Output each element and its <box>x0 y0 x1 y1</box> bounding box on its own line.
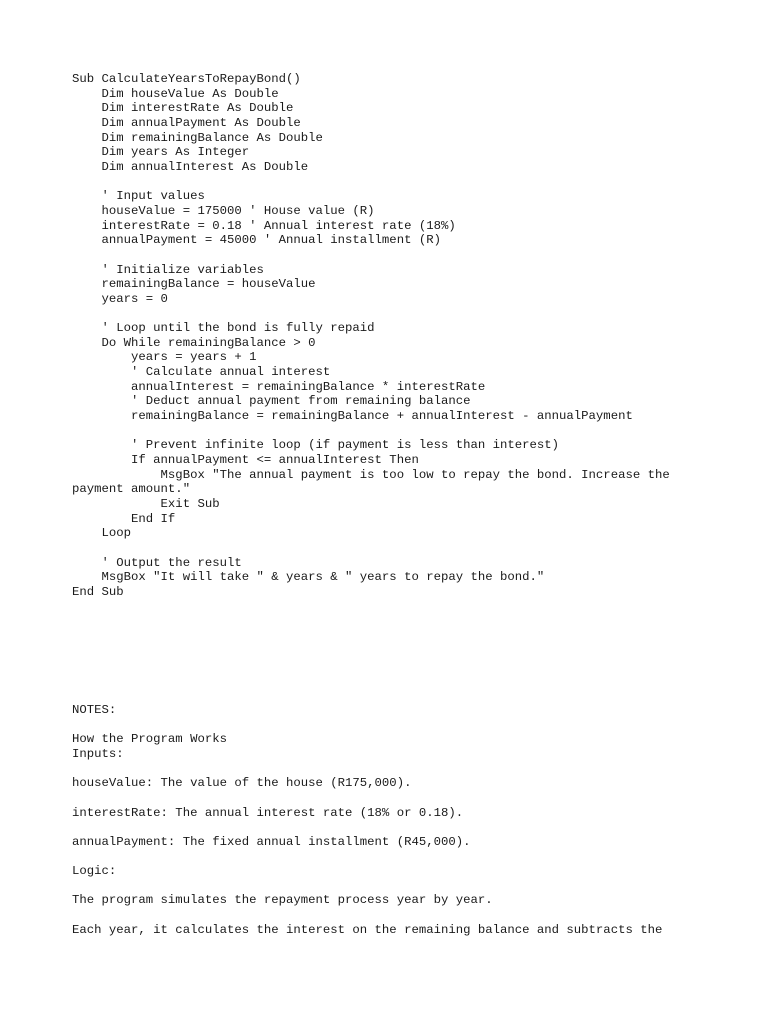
notes-line <box>72 820 700 835</box>
code-line: ' Loop until the bond is fully repaid <box>72 321 375 336</box>
code-line: Dim remainingBalance As Double <box>72 130 323 145</box>
code-line: Dim annualPayment As Double <box>72 115 301 130</box>
notes-line <box>72 762 700 777</box>
code-line: MsgBox "It will take " & years & " years to repay the bond." <box>72 570 545 585</box>
code-line: Sub CalculateYearsToRepayBond() <box>72 72 301 86</box>
code-line: ' Input values <box>72 189 205 204</box>
code-line: remainingBalance = remainingBalance + annualInterest - annualPayment <box>72 409 633 424</box>
notes-subheading: How the Program Works <box>72 732 227 747</box>
notes-line <box>72 850 700 865</box>
code-line: If annualPayment <= annualInterest Then <box>72 453 419 467</box>
code-line: interestRate = 0.18 ' Annual interest rate (18%) <box>72 218 456 233</box>
notes-heading: NOTES: <box>72 703 117 717</box>
code-line <box>72 248 700 263</box>
notes-line <box>72 791 700 806</box>
code-line: houseValue = 175000 ' House value (R) <box>72 203 375 218</box>
notes-line: houseValue: The value of the house (R175,000). <box>72 776 412 791</box>
code-line: ' Calculate annual interest <box>72 365 331 380</box>
notes-line <box>72 718 700 733</box>
notes-line: Logic: <box>72 864 117 879</box>
notes-line: The program simulates the repayment process year by year. <box>72 893 493 908</box>
code-line <box>72 424 700 439</box>
notes-line <box>72 908 700 923</box>
code-line: years = years + 1 <box>72 350 257 365</box>
code-line: ' Initialize variables <box>72 262 264 277</box>
code-line: years = 0 <box>72 291 168 306</box>
code-line <box>72 175 700 190</box>
code-line: End If <box>72 511 176 526</box>
code-line <box>72 306 700 321</box>
notes-line <box>72 879 700 894</box>
code-line <box>72 541 700 556</box>
code-line: MsgBox "The annual payment is too low to repay the bond. Increase the <box>72 467 670 482</box>
code-line: End Sub <box>72 584 124 599</box>
notes-section <box>72 703 700 937</box>
code-line: payment amount." <box>72 482 191 497</box>
code-line: remainingBalance = houseValue <box>72 277 316 292</box>
notes-line: Inputs: <box>72 746 124 761</box>
code-listing <box>72 72 700 600</box>
code-line: Dim years As Integer <box>72 145 250 160</box>
code-line: annualInterest = remainingBalance * interestRate <box>72 379 486 394</box>
code-line: Dim houseValue As Double <box>72 86 279 101</box>
code-line: Exit Sub <box>72 496 220 511</box>
code-line: Do While remainingBalance > 0 <box>72 335 316 350</box>
code-line: annualPayment = 45000 ' Annual installment (R) <box>72 233 441 248</box>
code-line: Dim annualInterest As Double <box>72 159 309 174</box>
notes-line: annualPayment: The fixed annual installment (R45,000). <box>72 834 471 849</box>
notes-line: interestRate: The annual interest rate (18% or 0.18). <box>72 805 464 820</box>
code-line: Dim interestRate As Double <box>72 101 294 116</box>
code-line: ' Output the result <box>72 555 242 570</box>
code-line: ' Prevent infinite loop (if payment is less than interest) <box>72 438 560 453</box>
code-line: ' Deduct annual payment from remaining balance <box>72 394 471 409</box>
notes-line: Each year, it calculates the interest on the remaining balance and subtracts the <box>72 922 663 937</box>
code-line: Loop <box>72 526 132 541</box>
